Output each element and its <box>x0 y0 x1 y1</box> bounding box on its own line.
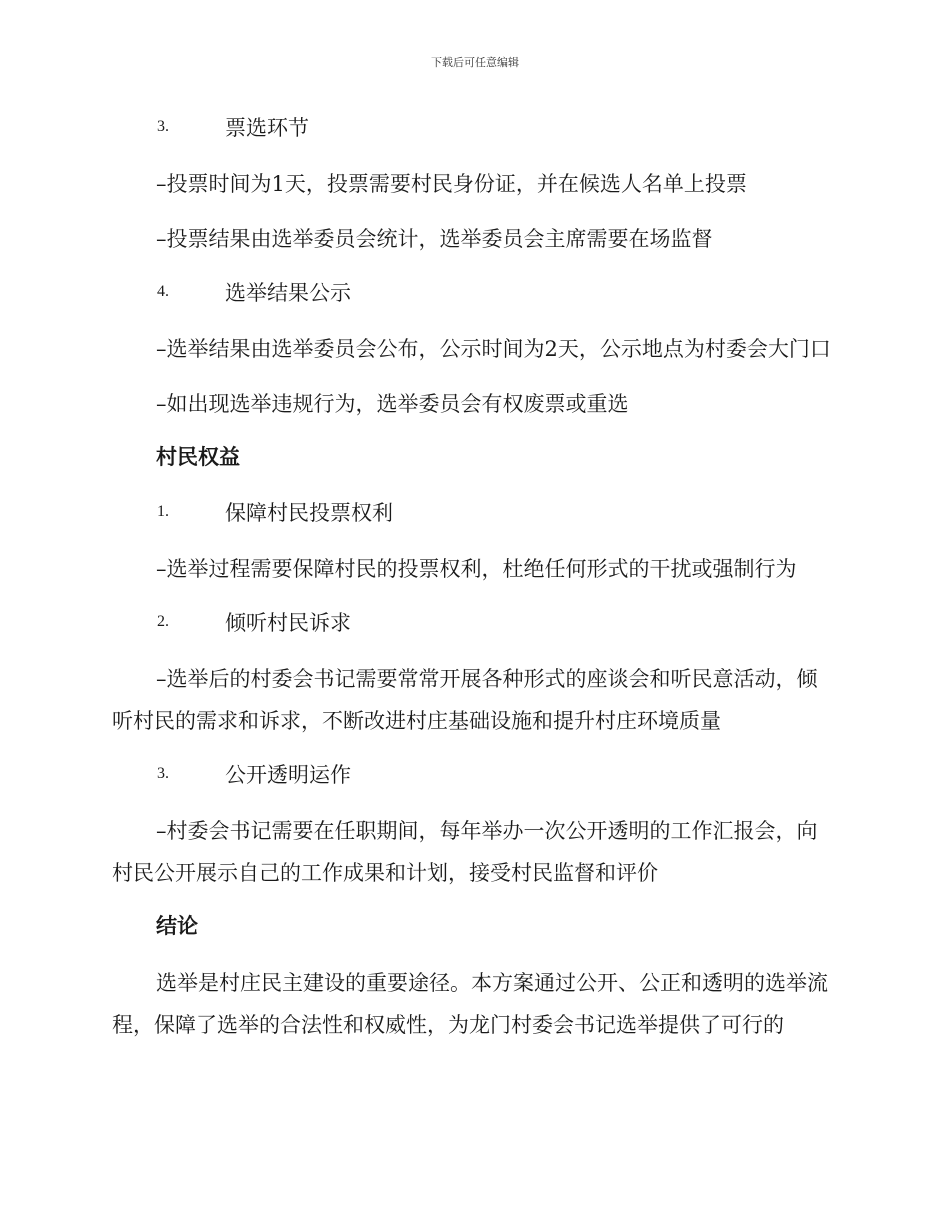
paragraph: –如出现选举违规行为，选举委员会有权废票或重选 <box>156 392 629 416</box>
item-title: 选举结果公示 <box>225 281 351 305</box>
paragraph: –村委会书记需要在任职期间，每年举办一次公开透明的工作汇报会，向村民公开展示自己的工作成果和计划，接受村民监督和评价 <box>112 819 818 885</box>
numbered-item <box>112 273 834 311</box>
numbered-item <box>112 108 834 146</box>
item-title: 倾听村民诉求 <box>225 611 351 635</box>
page-header: 下载后可任意编辑 <box>431 56 519 69</box>
item-number: 3. <box>157 118 169 135</box>
item-number: 3. <box>157 765 169 782</box>
item-title: 票选环节 <box>225 116 309 140</box>
paragraph: –选举过程需要保障村民的投票权利，杜绝任何形式的干扰或强制行为 <box>156 557 797 581</box>
item-title: 公开透明运作 <box>225 763 351 787</box>
paragraph: –投票时间为1天，投票需要村民身份证，并在候选人名单上投票 <box>156 172 747 196</box>
section-heading: 结论 <box>156 913 198 938</box>
numbered-item <box>112 493 834 531</box>
item-number: 4. <box>157 283 169 300</box>
paragraph: –投票结果由选举委员会统计，选举委员会主席需要在场监督 <box>156 227 713 251</box>
paragraph: 选举是村庄民主建设的重要途径。本方案通过公开、公正和透明的选举流程，保障了选举的合法性和权威性，为龙门村委会书记选举提供了可行的 <box>112 971 828 1037</box>
numbered-item <box>112 755 834 793</box>
numbered-item <box>112 603 834 641</box>
item-number: 1. <box>157 503 169 520</box>
item-number: 2. <box>157 613 169 630</box>
section-heading: 村民权益 <box>156 444 240 469</box>
document-body <box>112 108 834 1046</box>
paragraph: –选举后的村委会书记需要常常开展各种形式的座谈会和听民意活动，倾听村民的需求和诉求，不断改进村庄基础设施和提升村庄环境质量 <box>112 667 818 733</box>
item-title: 保障村民投票权利 <box>225 501 393 525</box>
paragraph: –选举结果由选举委员会公布，公示时间为2天，公示地点为村委会大门口 <box>156 337 831 361</box>
